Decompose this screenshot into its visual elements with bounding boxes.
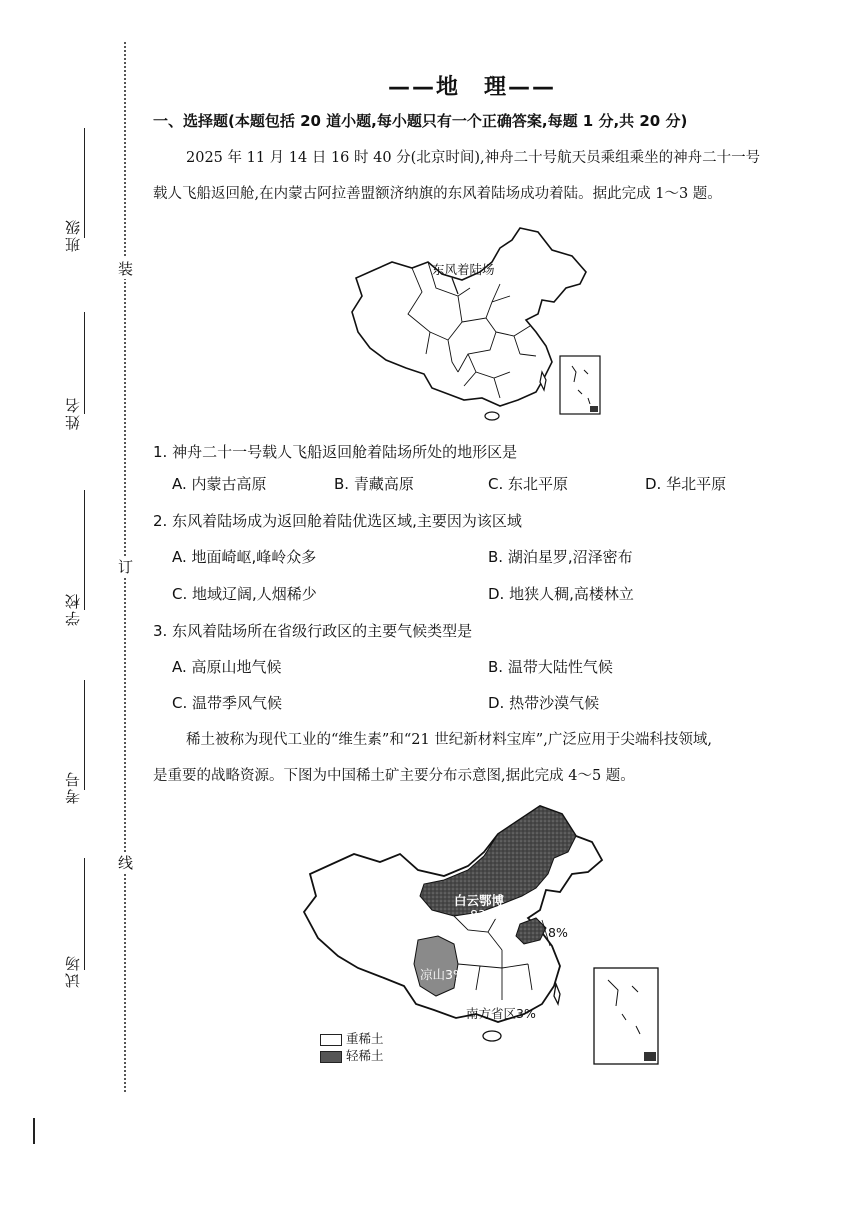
passage-1-line-1: 2025 年 11 月 14 日 16 时 40 分(北京时间),神舟二十号航天员乘组乘坐的神舟二十一号 bbox=[186, 150, 761, 166]
field-line-school bbox=[84, 490, 85, 610]
question-3-option-d[interactable]: D. 热带沙漠气候 bbox=[488, 694, 600, 712]
binding-char-ding: 订 bbox=[118, 558, 134, 576]
hainan-island-2 bbox=[483, 1031, 501, 1041]
south-china-sea-inset-2 bbox=[594, 968, 658, 1064]
binding-char-xian: 线 bbox=[118, 854, 134, 872]
question-2-stem: 2. 东风着陆场成为返回舱着陆优选区域,主要因为该区域 bbox=[153, 512, 522, 530]
field-label-school: 学校 bbox=[64, 592, 82, 626]
question-2-option-a[interactable]: A. 地面崎岖,峰岭众多 bbox=[172, 548, 317, 566]
field-line-exam-number bbox=[84, 680, 85, 790]
legend-swatch-heavy bbox=[320, 1034, 342, 1046]
liangshan-label: 凉山3% bbox=[420, 967, 465, 982]
question-1-option-a[interactable]: A. 内蒙古高原 bbox=[172, 475, 267, 493]
field-label-exam-number: 考号 bbox=[64, 770, 82, 804]
legend-heavy-label: 重稀土 bbox=[346, 1031, 384, 1046]
passage-2-line-2: 是重要的战略资源。下图为中国稀土矿主要分布示意图,据此完成 4～5 题。 bbox=[153, 768, 635, 784]
question-3-option-c[interactable]: C. 温带季风气候 bbox=[172, 694, 283, 712]
question-3-stem: 3. 东风着陆场所在省级行政区的主要气候类型是 bbox=[153, 622, 473, 640]
taiwan-island-2 bbox=[554, 984, 560, 1004]
passage-1-line-2: 载人飞船返回舱,在内蒙古阿拉善盟额济纳旗的东风着陆场成功着陆。据此完成 1～3 题。 bbox=[153, 186, 722, 202]
field-line-name bbox=[84, 312, 85, 414]
question-1-stem: 1. 神舟二十一号载人飞船返回舱着陆场所处的地形区是 bbox=[153, 443, 518, 461]
question-1-option-d[interactable]: D. 华北平原 bbox=[645, 475, 727, 493]
china-outline-1 bbox=[352, 228, 586, 406]
landing-site-label: 东风着陆场 bbox=[432, 262, 495, 277]
question-2-option-d[interactable]: D. 地狭人稠,高楼林立 bbox=[488, 585, 634, 603]
question-1-option-b[interactable]: B. 青藏高原 bbox=[334, 475, 414, 493]
question-3-option-b[interactable]: B. 温带大陆性气候 bbox=[488, 658, 613, 676]
field-label-name: 姓名 bbox=[64, 396, 82, 430]
legend-swatch-light bbox=[320, 1051, 342, 1063]
baiyun-ebo-percent: 83% bbox=[470, 907, 498, 922]
binding-char-zhuang: 装 bbox=[118, 260, 134, 278]
hainan-island-1 bbox=[485, 412, 499, 420]
field-line-exam-room bbox=[84, 858, 85, 970]
bottom-left-mark bbox=[33, 1118, 35, 1144]
legend-light-label: 轻稀土 bbox=[346, 1048, 384, 1063]
legend-light-rare-earth bbox=[320, 1046, 384, 1064]
question-3-option-a[interactable]: A. 高原山地气候 bbox=[172, 658, 282, 676]
southern-provinces-label: 南方省区3% bbox=[466, 1006, 536, 1021]
field-label-exam-room: 试场 bbox=[64, 954, 82, 988]
shandong-percent: 8% bbox=[548, 925, 568, 940]
china-map-1 bbox=[340, 222, 608, 430]
question-2-option-b[interactable]: B. 湖泊星罗,沼泽密布 bbox=[488, 548, 633, 566]
section-heading: 一、选择题(本题包括 20 道小题,每小题只有一个正确答案,每题 1 分,共 20 分) bbox=[153, 112, 688, 130]
question-1-option-c[interactable]: C. 东北平原 bbox=[488, 475, 569, 493]
page-title: ——地 理—— bbox=[388, 75, 557, 100]
field-line-class bbox=[84, 128, 85, 238]
question-2-option-c[interactable]: C. 地域辽阔,人烟稀少 bbox=[172, 585, 317, 603]
legend-heavy-rare-earth bbox=[320, 1029, 384, 1047]
passage-2-line-1: 稀土被称为现代工业的“维生素”和“21 世纪新材料宝库”,广泛应用于尖端科技领域, bbox=[186, 732, 712, 748]
field-label-class: 班级 bbox=[64, 218, 82, 252]
south-china-sea-inset-1 bbox=[560, 356, 600, 414]
baiyun-ebo-label: 白云鄂博 bbox=[454, 893, 505, 908]
